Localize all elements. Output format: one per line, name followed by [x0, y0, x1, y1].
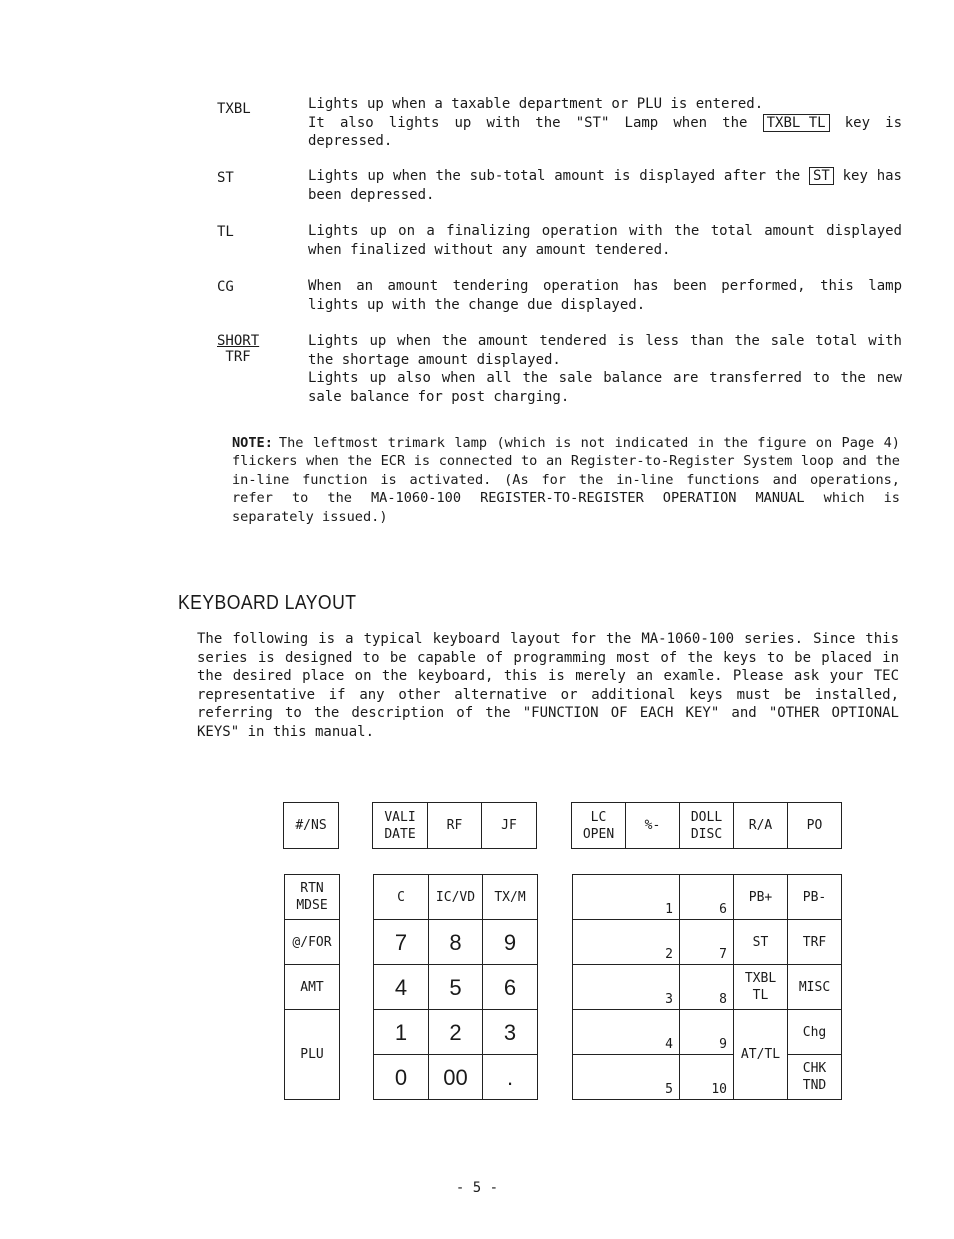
section-title: KEYBOARD LAYOUT [178, 592, 357, 614]
top-right-key-block [571, 802, 842, 849]
lamp-term-short: SHORT [217, 333, 260, 349]
key-8: 8 [429, 920, 483, 965]
dept-number: 5 [665, 1082, 673, 1097]
lamp-desc-text: key is depressed. [308, 114, 902, 150]
lamp-term-trf: TRF [225, 349, 251, 365]
key-5: 5 [429, 965, 483, 1010]
key-9: 9 [483, 920, 538, 965]
key-pb-plus: PB+ [734, 875, 788, 920]
key-7: 7 [374, 920, 429, 965]
lamp-desc-text: key has been depressed. [308, 168, 902, 203]
dept-key-7 [680, 920, 734, 965]
dept-key-2 [573, 920, 680, 965]
key-chg: Chg [788, 1010, 842, 1055]
dept-key-1 [573, 875, 680, 920]
key-po: PO [788, 803, 842, 849]
lamp-desc-line [308, 114, 902, 151]
note-text: The leftmost trimark lamp (which is not indicated in the figure on Page 4) flickers when the ECR is connected to an Register-to-Register System loop and the in-line function is activated. (As for the in-line functions and operations, refer to the MA-1060-100 REGISTER-TO-REGISTER OPERATION MANUAL which is separately issued.) [232, 435, 900, 525]
dept-number: 3 [665, 992, 673, 1007]
dept-key-8 [680, 965, 734, 1010]
key-validate: VALI DATE [373, 803, 428, 849]
key-amt: AMT [285, 965, 340, 1010]
key-pb-minus: PB- [788, 875, 842, 920]
lamp-desc-cg: When an amount tendering operation has been performed, this lamp lights up with the change due displayed. [308, 278, 902, 313]
page-number: - 5 - [455, 1180, 499, 1196]
dept-key-4 [573, 1010, 680, 1055]
lamp-desc-line [308, 167, 902, 204]
key-chk-tnd: CHK TND [788, 1055, 842, 1100]
dept-number: 10 [711, 1082, 727, 1097]
intro-text: The following is a typical keyboard layout for the MA-1060-100 series. Since this series is designed to be capable of programming most of the keys to be placed in the desired place on the keyboard, this is merely an examle. Please ask your TEC representative if any other alternative or additional keys must be installed, referring to the description of the "FUNCTION OF EACH KEY" and "OTHER OPTIONAL KEYS" in this manual. [197, 631, 899, 740]
key-2: 2 [429, 1010, 483, 1055]
key-0: 0 [374, 1055, 429, 1100]
st-key-label: ST [809, 167, 834, 185]
key-4: 4 [374, 965, 429, 1010]
key-st: ST [734, 920, 788, 965]
note-label: NOTE: [232, 435, 273, 451]
lamp-desc-text: Lights up when the sub-total amount is displayed after the [308, 168, 801, 184]
department-function-keys [572, 874, 842, 1100]
lamp-desc-text: It also lights up with the "ST" Lamp when the [308, 114, 748, 131]
dept-number: 9 [719, 1037, 727, 1052]
top-mid-key-block [372, 802, 537, 849]
key-misc: MISC [788, 965, 842, 1010]
dept-key-3 [573, 965, 680, 1010]
key-txbl-tl: TXBL TL [734, 965, 788, 1010]
dept-key-9 [680, 1010, 734, 1055]
dept-number: 2 [665, 947, 673, 962]
lamp-desc-short-trf [308, 332, 902, 406]
key-trf: TRF [788, 920, 842, 965]
key-tx-m: TX/M [483, 875, 538, 920]
key-ra: R/A [734, 803, 788, 849]
dept-key-6 [680, 875, 734, 920]
key-doll-disc: DOLL DISC [680, 803, 734, 849]
dept-number: 8 [719, 992, 727, 1007]
key-ic-vd: IC/VD [429, 875, 483, 920]
txbl-tl-key-label: TXBL TL [763, 114, 830, 132]
lamp-term-cg: CG [217, 279, 234, 295]
dept-number: 6 [719, 902, 727, 917]
key-for: @/FOR [285, 920, 340, 965]
lamp-desc-line: Lights up also when all the sale balance are transferred to the new sale balance for post charging. [308, 370, 902, 405]
lamp-term-txbl: TXBL [217, 101, 251, 117]
top-left-key-block [283, 802, 339, 849]
key-6: 6 [483, 965, 538, 1010]
dept-number: 7 [719, 947, 727, 962]
key-ns: #/NS [284, 803, 339, 849]
dept-key-10 [680, 1055, 734, 1100]
lamp-term-short-trf [217, 333, 259, 365]
note-block [232, 434, 900, 526]
lamp-desc-tl: Lights up on a finalizing operation with the total amount displayed when finalized without any amount tendered. [308, 223, 902, 258]
key-jf: JF [482, 803, 537, 849]
lamp-desc-txbl [308, 95, 902, 151]
lamp-term-st: ST [217, 170, 234, 186]
left-key-column [284, 874, 340, 1100]
key-rf: RF [428, 803, 482, 849]
lamp-term-tl: TL [217, 224, 234, 240]
lamp-desc-line: Lights up when a taxable department or PLU is entered. [308, 96, 764, 112]
key-c: C [374, 875, 429, 920]
key-percent-minus: %- [626, 803, 680, 849]
key-1: 1 [374, 1010, 429, 1055]
key-lc-open: LC OPEN [572, 803, 626, 849]
key-rtn-mdse: RTN MDSE [285, 875, 340, 920]
lamp-desc-st [308, 167, 902, 204]
dept-key-5 [573, 1055, 680, 1100]
key-plu: PLU [285, 1010, 340, 1100]
dept-number: 4 [665, 1037, 673, 1052]
key-00: 00 [429, 1055, 483, 1100]
dept-number: 1 [665, 902, 673, 917]
key-decimal: . [483, 1055, 538, 1100]
key-at-tl: AT/TL [734, 1010, 788, 1100]
lamp-desc-line: Lights up when the amount tendered is less than the sale total with the shortage amount displayed. [308, 333, 902, 368]
key-3: 3 [483, 1010, 538, 1055]
numeric-keypad [373, 874, 538, 1100]
intro-paragraph [197, 630, 899, 742]
